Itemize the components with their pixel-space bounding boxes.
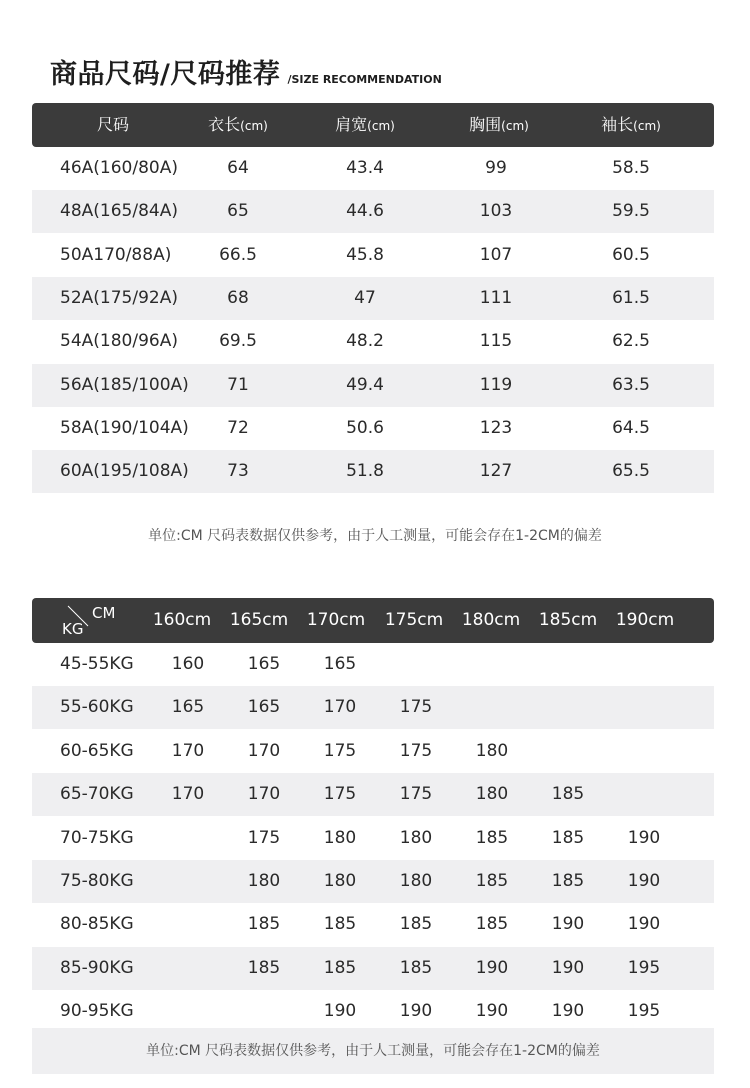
- table-row: [32, 860, 714, 903]
- table-row: [32, 364, 714, 407]
- weight-cell: 75-80KG: [60, 871, 134, 891]
- corner-cell: [62, 598, 132, 643]
- recommend-cell: 180: [323, 871, 357, 891]
- recommend-cell: 185: [399, 957, 433, 978]
- recommend-cell: 170: [171, 740, 205, 761]
- measure-cell: 111: [479, 287, 513, 308]
- recommend-cell: 175: [323, 740, 357, 761]
- measure-cell: 50.6: [346, 417, 384, 438]
- measure-cell: 68: [227, 287, 249, 308]
- table-row: [32, 190, 714, 233]
- recommend-cell: 190: [627, 871, 661, 891]
- recommend-cell: 185: [323, 914, 357, 935]
- header-185: 185cm: [538, 610, 598, 630]
- recommend-cell: 170: [323, 697, 357, 718]
- recommend-cell: 190: [627, 914, 661, 935]
- recommend-cell: 175: [399, 697, 433, 718]
- recommend-cell: 165: [171, 697, 205, 718]
- header-length: 衣长(cm): [208, 115, 268, 134]
- measure-cell: 119: [479, 374, 513, 395]
- weight-cell: 90-95KG: [60, 1001, 134, 1022]
- table-row: [32, 686, 714, 729]
- header-shoulder: 肩宽(cm): [335, 115, 395, 134]
- recommend-cell: 190: [551, 914, 585, 935]
- weight-cell: 55-60KG: [60, 697, 134, 718]
- recommend-cell: 190: [627, 827, 661, 848]
- recommend-cell: 190: [475, 957, 509, 978]
- measure-cell: 64.5: [612, 417, 650, 438]
- corner-cm: CM: [92, 604, 116, 622]
- measure-cell: 44.6: [346, 201, 384, 222]
- table-row: [32, 773, 714, 816]
- measure-cell: 51.8: [346, 461, 384, 482]
- recommend-cell: 185: [475, 914, 509, 935]
- weight-cell: 60-65KG: [60, 740, 134, 761]
- table-row: [32, 450, 714, 493]
- header-190: 190cm: [615, 610, 675, 630]
- recommend-cell: 180: [475, 784, 509, 805]
- measure-cell: 45.8: [346, 244, 384, 265]
- weight-cell: 80-85KG: [60, 914, 134, 935]
- measure-cell: 63.5: [612, 374, 650, 395]
- recommend-cell: 185: [247, 914, 281, 935]
- table-row: [32, 277, 714, 320]
- table-row: [32, 903, 714, 946]
- size-cell: 60A(195/108A): [60, 461, 189, 482]
- measure-cell: 115: [479, 331, 513, 352]
- recommend-cell: 180: [475, 740, 509, 761]
- recommend-cell: 190: [551, 957, 585, 978]
- recommend-cell: 185: [323, 957, 357, 978]
- table-row: [32, 947, 714, 990]
- header-170: 170cm: [306, 610, 366, 630]
- recommend-cell: 180: [399, 827, 433, 848]
- recommend-cell: 160: [171, 654, 205, 674]
- recommend-cell: 175: [247, 827, 281, 848]
- recommend-cell: 170: [247, 784, 281, 805]
- header-chest: 胸围(cm): [469, 115, 529, 134]
- measure-cell: 103: [479, 201, 513, 222]
- measure-cell: 48.2: [346, 331, 384, 352]
- recommend-cell: 185: [551, 827, 585, 848]
- recommend-cell: 180: [247, 871, 281, 891]
- recommend-cell: 170: [171, 784, 205, 805]
- header-size: 尺码: [96, 115, 130, 134]
- size-cell: 50A170/88A): [60, 244, 172, 265]
- measure-cell: 72: [227, 417, 249, 438]
- recommend-cell: 180: [399, 871, 433, 891]
- recommend-table-note: 单位:CM 尺码表数据仅供参考，由于人工测量，可能会存在1-2CM的偏差: [32, 1028, 714, 1074]
- table-row: [32, 817, 714, 860]
- recommend-cell: 175: [323, 784, 357, 805]
- table-row: [32, 407, 714, 450]
- measure-cell: 58.5: [612, 158, 650, 178]
- recommend-cell: 185: [475, 871, 509, 891]
- recommend-cell: 190: [551, 1001, 585, 1022]
- weight-cell: 45-55KG: [60, 654, 134, 674]
- measure-cell: 65: [227, 201, 249, 222]
- table-row: [32, 643, 714, 686]
- measure-cell: 59.5: [612, 201, 650, 222]
- recommend-cell: 185: [247, 957, 281, 978]
- measure-cell: 123: [479, 417, 513, 438]
- measure-cell: 43.4: [346, 158, 384, 178]
- measure-cell: 71: [227, 374, 249, 395]
- recommend-cell: 185: [475, 827, 509, 848]
- measure-cell: 64: [227, 158, 249, 178]
- recommend-cell: 165: [247, 654, 281, 674]
- recommend-cell: 185: [551, 871, 585, 891]
- header-175: 175cm: [384, 610, 444, 630]
- measure-cell: 65.5: [612, 461, 650, 482]
- size-table-note: 单位:CM 尺码表数据仅供参考，由于人工测量，可能会存在1-2CM的偏差: [148, 528, 602, 544]
- size-cell: 52A(175/92A): [60, 287, 178, 308]
- recommend-cell: 190: [323, 1001, 357, 1022]
- page-title: [50, 52, 442, 91]
- measure-cell: 47: [354, 287, 376, 308]
- recommend-cell: 185: [551, 784, 585, 805]
- weight-cell: 85-90KG: [60, 957, 134, 978]
- measure-cell: 61.5: [612, 287, 650, 308]
- recommend-cell: 165: [323, 654, 357, 674]
- title-main: 商品尺码/尺码推荐: [50, 59, 281, 90]
- measure-cell: 99: [485, 158, 507, 178]
- measure-cell: 66.5: [219, 244, 257, 265]
- measure-cell: 73: [227, 461, 249, 482]
- size-cell: 58A(190/104A): [60, 417, 189, 438]
- header-160: 160cm: [152, 610, 212, 630]
- measure-cell: 107: [479, 244, 513, 265]
- header-165: 165cm: [229, 610, 289, 630]
- recommend-table-header: [32, 598, 714, 643]
- size-cell: 46A(160/80A): [60, 158, 178, 178]
- measure-cell: 49.4: [346, 374, 384, 395]
- table-row: [32, 320, 714, 363]
- size-cell: 54A(180/96A): [60, 331, 178, 352]
- weight-cell: 65-70KG: [60, 784, 134, 805]
- recommend-cell: 175: [399, 784, 433, 805]
- recommend-cell: 195: [627, 957, 661, 978]
- recommend-cell: 190: [475, 1001, 509, 1022]
- recommend-cell: 175: [399, 740, 433, 761]
- table-row: [32, 730, 714, 773]
- size-table-header: [32, 103, 714, 147]
- recommend-cell: 170: [247, 740, 281, 761]
- header-sleeve: 袖长(cm): [601, 115, 661, 134]
- recommend-cell: 190: [399, 1001, 433, 1022]
- corner-kg: KG: [62, 620, 84, 638]
- size-cell: 48A(165/84A): [60, 201, 178, 222]
- table-row: [32, 234, 714, 277]
- table-row: [32, 147, 714, 190]
- size-cell: 56A(185/100A): [60, 374, 189, 395]
- measure-cell: 60.5: [612, 244, 650, 265]
- recommend-cell: 185: [399, 914, 433, 935]
- recommend-cell: 180: [323, 827, 357, 848]
- weight-cell: 70-75KG: [60, 827, 134, 848]
- recommend-cell: 195: [627, 1001, 661, 1022]
- table-row: [32, 990, 714, 1033]
- measure-cell: 127: [479, 461, 513, 482]
- recommend-cell: 165: [247, 697, 281, 718]
- header-180: 180cm: [461, 610, 521, 630]
- measure-cell: 69.5: [219, 331, 257, 352]
- measure-cell: 62.5: [612, 331, 650, 352]
- title-subtitle: /SIZE RECOMMENDATION: [287, 73, 442, 86]
